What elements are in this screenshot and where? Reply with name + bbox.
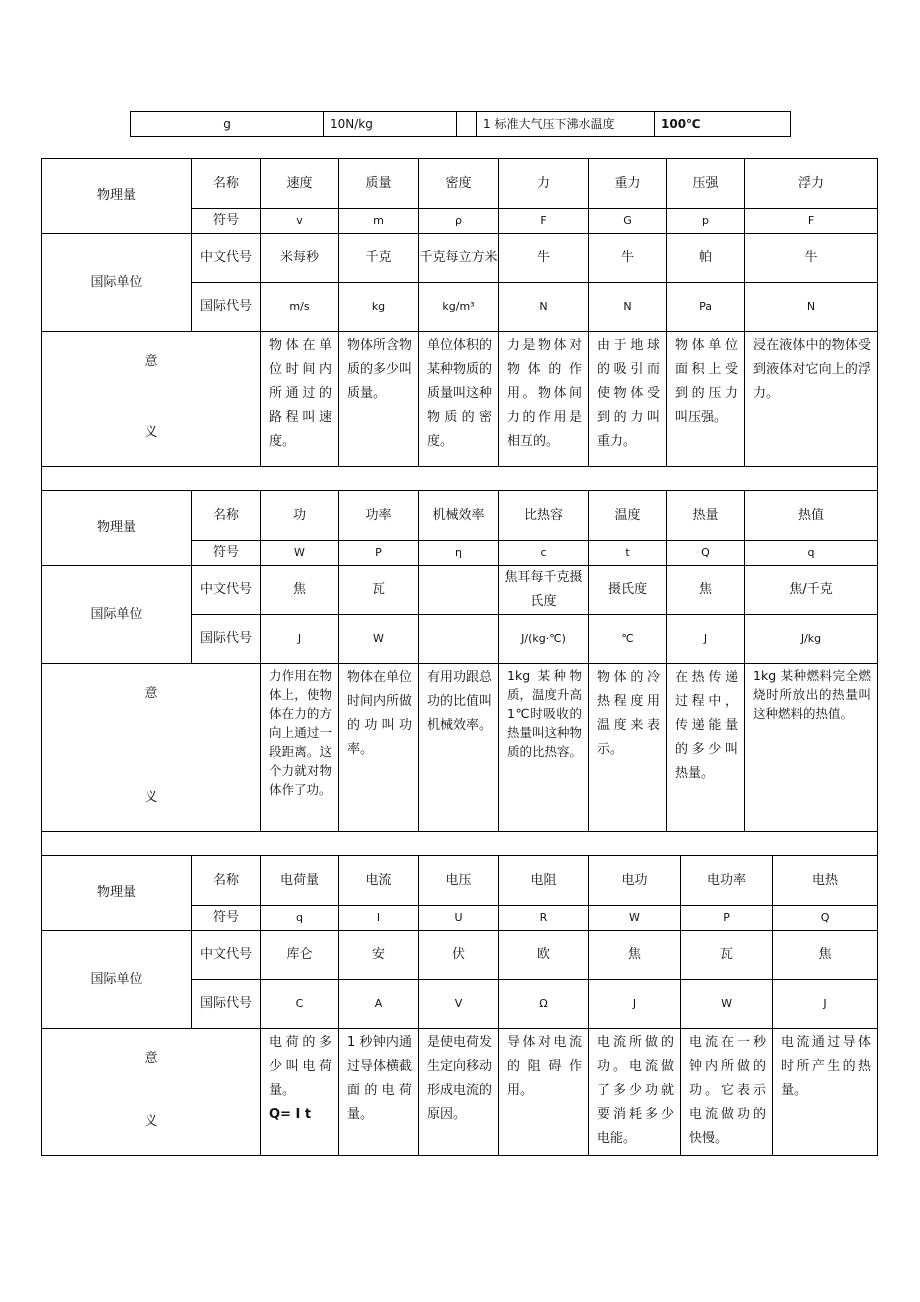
quantity-name: 电压 bbox=[419, 856, 499, 906]
section-separator bbox=[42, 832, 878, 856]
cn-unit: 千克每立方米 bbox=[419, 234, 499, 283]
intl-unit: kg bbox=[339, 283, 419, 332]
quantity-name: 比热容 bbox=[499, 491, 589, 541]
si-unit-label: 国际单位 bbox=[42, 931, 192, 1029]
quantity-symbol: P bbox=[339, 541, 419, 566]
meaning-text-content: 物体的冷热程度用温度来表示。 bbox=[597, 670, 660, 757]
meaning-text-content: 有用功跟总功的比值叫机械效率。 bbox=[427, 670, 493, 733]
cn-unit: 牛 bbox=[745, 234, 878, 283]
meaning-text bbox=[419, 664, 499, 832]
meaning-text-content: 由于地球的吸引而使物体受到的力叫重力。 bbox=[597, 338, 660, 449]
boiling-value: 100℃ bbox=[655, 112, 791, 137]
meaning-text-content: 电流通过导体时所产生的热量。 bbox=[781, 1035, 872, 1098]
physics-quantities-table bbox=[41, 158, 878, 1156]
meaning-char-1: 意 bbox=[144, 354, 158, 369]
intl-unit: N bbox=[745, 283, 878, 332]
si-unit-label: 国际单位 bbox=[42, 566, 192, 664]
cn-unit: 瓦 bbox=[681, 931, 773, 980]
intl-unit: V bbox=[419, 980, 499, 1029]
meaning-text bbox=[261, 1029, 339, 1156]
quantity-name: 温度 bbox=[589, 491, 667, 541]
meaning-char-2: 义 bbox=[144, 425, 158, 440]
intl-code-label: 国际代号 bbox=[192, 980, 261, 1029]
cn-code-label: 中文代号 bbox=[192, 566, 261, 615]
meaning-text-content: 物体在单位时间内所做的功叫功率。 bbox=[347, 670, 413, 757]
meaning-text bbox=[589, 332, 667, 467]
quantity-name: 压强 bbox=[667, 159, 745, 209]
quantity-name: 电功率 bbox=[681, 856, 773, 906]
meaning-text bbox=[419, 332, 499, 467]
g-value: 10N/kg bbox=[324, 112, 457, 137]
meaning-text bbox=[499, 1029, 589, 1156]
cn-unit: 安 bbox=[339, 931, 419, 980]
cn-unit: 牛 bbox=[499, 234, 589, 283]
intl-unit: W bbox=[681, 980, 773, 1029]
quantity-label: 物理量 bbox=[42, 856, 192, 931]
intl-code-label: 国际代号 bbox=[192, 283, 261, 332]
cn-unit: 米每秒 bbox=[261, 234, 339, 283]
meaning-text-content: 电流在一秒钟内所做的功。它表示电流做功的快慢。 bbox=[689, 1035, 767, 1146]
quantity-name: 重力 bbox=[589, 159, 667, 209]
meaning-text bbox=[745, 664, 878, 832]
quantity-symbol: Q bbox=[667, 541, 745, 566]
quantity-symbol: I bbox=[339, 906, 419, 931]
cn-unit: 欧 bbox=[499, 931, 589, 980]
quantity-symbol: W bbox=[589, 906, 681, 931]
symbol-label: 符号 bbox=[192, 209, 261, 234]
meaning-text bbox=[667, 332, 745, 467]
intl-unit: N bbox=[499, 283, 589, 332]
name-label: 名称 bbox=[192, 856, 261, 906]
meaning-text-content: 1kg 某种燃料完全燃烧时所放出的热量叫这种燃料的热值。 bbox=[753, 668, 872, 721]
formula-text: Q= I t bbox=[269, 1107, 312, 1122]
meaning-text bbox=[773, 1029, 878, 1156]
quantity-symbol: U bbox=[419, 906, 499, 931]
quantity-symbol: G bbox=[589, 209, 667, 234]
cn-unit: 瓦 bbox=[339, 566, 419, 615]
cn-unit: 焦 bbox=[667, 566, 745, 615]
meaning-text bbox=[261, 332, 339, 467]
cn-unit: 焦 bbox=[773, 931, 878, 980]
quantity-name: 电阻 bbox=[499, 856, 589, 906]
intl-unit: m/s bbox=[261, 283, 339, 332]
meaning-text bbox=[667, 664, 745, 832]
quantity-name: 电热 bbox=[773, 856, 878, 906]
cn-unit: 摄氏度 bbox=[589, 566, 667, 615]
quantity-name: 电荷量 bbox=[261, 856, 339, 906]
meaning-text-content: 物体单位面积上受到的压力叫压强。 bbox=[675, 338, 739, 425]
meaning-text bbox=[339, 1029, 419, 1156]
spacer-cell bbox=[457, 112, 477, 137]
quantity-symbol: p bbox=[667, 209, 745, 234]
cn-unit: 帕 bbox=[667, 234, 745, 283]
quantity-symbol: Q bbox=[773, 906, 878, 931]
intl-unit: J/(kg·℃) bbox=[499, 615, 589, 664]
intl-unit: ℃ bbox=[589, 615, 667, 664]
meaning-text-content: 电流所做的功。电流做了多少功就要消耗多少电能。 bbox=[597, 1035, 674, 1146]
quantity-symbol: q bbox=[261, 906, 339, 931]
meaning-label bbox=[42, 1029, 261, 1156]
meaning-char-2: 义 bbox=[144, 790, 158, 805]
quantity-name: 热值 bbox=[745, 491, 878, 541]
quantity-name: 功 bbox=[261, 491, 339, 541]
meaning-text-content: 浸在液体中的物体受到液体对它向上的浮力。 bbox=[753, 338, 872, 401]
meaning-text-content: 1kg 某种物质，温度升高 1℃时吸收的热量叫这种物质的比热容。 bbox=[507, 668, 583, 759]
quantity-name: 速度 bbox=[261, 159, 339, 209]
meaning-text-content: 力是物体对物体的作用。物体间力的作用是相互的。 bbox=[507, 338, 582, 449]
quantity-name: 力 bbox=[499, 159, 589, 209]
intl-unit: N bbox=[589, 283, 667, 332]
boiling-label: 1 标准大气压下沸水温度 bbox=[477, 112, 655, 137]
quantity-symbol: W bbox=[261, 541, 339, 566]
meaning-char-1: 意 bbox=[144, 686, 158, 701]
meaning-text bbox=[499, 664, 589, 832]
quantity-symbol: t bbox=[589, 541, 667, 566]
cn-unit: 焦/千克 bbox=[745, 566, 878, 615]
meaning-text bbox=[339, 332, 419, 467]
cn-unit: 焦 bbox=[589, 931, 681, 980]
intl-unit: C bbox=[261, 980, 339, 1029]
si-unit-label: 国际单位 bbox=[42, 234, 192, 332]
quantity-symbol: c bbox=[499, 541, 589, 566]
intl-unit: J bbox=[589, 980, 681, 1029]
quantity-symbol: R bbox=[499, 906, 589, 931]
meaning-text bbox=[419, 1029, 499, 1156]
g-symbol: g bbox=[131, 112, 324, 137]
meaning-label bbox=[42, 664, 261, 832]
cn-unit: 库仑 bbox=[261, 931, 339, 980]
quantity-label: 物理量 bbox=[42, 491, 192, 566]
intl-unit: J bbox=[773, 980, 878, 1029]
intl-unit bbox=[419, 615, 499, 664]
intl-unit: kg/m³ bbox=[419, 283, 499, 332]
intl-unit: A bbox=[339, 980, 419, 1029]
intl-unit: W bbox=[339, 615, 419, 664]
cn-unit: 千克 bbox=[339, 234, 419, 283]
cn-unit: 牛 bbox=[589, 234, 667, 283]
quantity-symbol: m bbox=[339, 209, 419, 234]
cn-code-label: 中文代号 bbox=[192, 931, 261, 980]
quantity-name: 电功 bbox=[589, 856, 681, 906]
meaning-text bbox=[745, 332, 878, 467]
cn-unit: 焦耳每千克摄氏度 bbox=[499, 566, 589, 615]
quantity-symbol: F bbox=[499, 209, 589, 234]
cn-unit bbox=[419, 566, 499, 615]
meaning-text-content: 单位体积的某种物质的质量叫这种物质的密度。 bbox=[427, 338, 493, 449]
quantity-symbol: η bbox=[419, 541, 499, 566]
meaning-text-content: 导体对电流的阻碍作用。 bbox=[507, 1035, 582, 1098]
meaning-text bbox=[589, 1029, 681, 1156]
quantity-symbol: v bbox=[261, 209, 339, 234]
meaning-text bbox=[499, 332, 589, 467]
cn-code-label: 中文代号 bbox=[192, 234, 261, 283]
quantity-name: 热量 bbox=[667, 491, 745, 541]
name-label: 名称 bbox=[192, 159, 261, 209]
quantity-symbol: F bbox=[745, 209, 878, 234]
quantity-symbol: P bbox=[681, 906, 773, 931]
quantity-name: 功率 bbox=[339, 491, 419, 541]
quantity-name: 电流 bbox=[339, 856, 419, 906]
meaning-text-content: 是使电荷发生定向移动形成电流的原因。 bbox=[427, 1035, 493, 1122]
constants-table bbox=[130, 111, 791, 137]
meaning-label bbox=[42, 332, 261, 467]
symbol-label: 符号 bbox=[192, 541, 261, 566]
meaning-text bbox=[681, 1029, 773, 1156]
meaning-char-1: 意 bbox=[144, 1051, 158, 1066]
meaning-text bbox=[261, 664, 339, 832]
intl-unit: Ω bbox=[499, 980, 589, 1029]
intl-code-label: 国际代号 bbox=[192, 615, 261, 664]
quantity-name: 密度 bbox=[419, 159, 499, 209]
meaning-text bbox=[589, 664, 667, 832]
cn-unit: 焦 bbox=[261, 566, 339, 615]
quantity-name: 浮力 bbox=[745, 159, 878, 209]
cn-unit: 伏 bbox=[419, 931, 499, 980]
meaning-text-content: 力作用在物体上，使物体在力的方向上通过一段距离。这个力就对物体作了功。 bbox=[269, 668, 332, 797]
meaning-text-content: 电荷的多少叫电荷量。 bbox=[269, 1035, 332, 1098]
meaning-char-2: 义 bbox=[144, 1114, 158, 1129]
quantity-label: 物理量 bbox=[42, 159, 192, 234]
intl-unit: J/kg bbox=[745, 615, 878, 664]
meaning-text-content: 在热传递过程中，传递能量的多少叫热量。 bbox=[675, 670, 739, 781]
meaning-text-content: 物体所含物质的多少叫质量。 bbox=[347, 338, 413, 401]
meaning-text-content: 1 秒钟内通过导体横截面的电荷量。 bbox=[347, 1035, 413, 1122]
intl-unit: J bbox=[667, 615, 745, 664]
quantity-name: 质量 bbox=[339, 159, 419, 209]
section-separator bbox=[42, 467, 878, 491]
quantity-name: 机械效率 bbox=[419, 491, 499, 541]
name-label: 名称 bbox=[192, 491, 261, 541]
symbol-label: 符号 bbox=[192, 906, 261, 931]
meaning-text-content: 物体在单位时间内所通过的路程叫速度。 bbox=[269, 338, 332, 449]
intl-unit: Pa bbox=[667, 283, 745, 332]
meaning-text bbox=[339, 664, 419, 832]
quantity-symbol: q bbox=[745, 541, 878, 566]
quantity-symbol: ρ bbox=[419, 209, 499, 234]
intl-unit: J bbox=[261, 615, 339, 664]
